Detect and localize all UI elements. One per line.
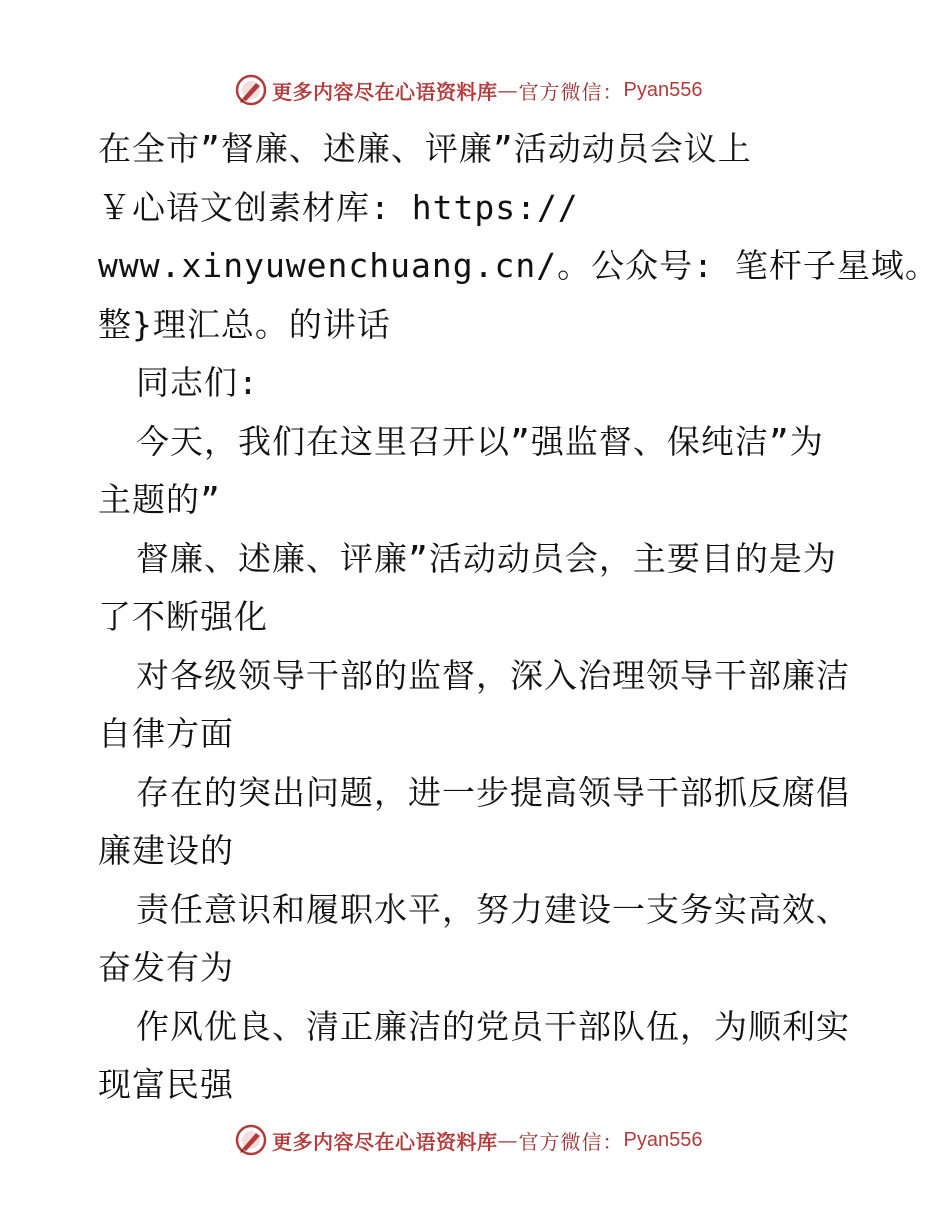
paragraph-line: 主题的” [98,480,221,519]
header-banner [234,72,702,108]
title-line-4: 整}理汇总。的讲话 [98,304,391,344]
paragraph-line: 廉建设的 [98,831,234,870]
paragraph-line: 了不断强化 [98,597,268,636]
paragraph-line: 对各级领导干部的监督，深入治理领导干部廉洁 [136,655,850,695]
footer-banner [234,1122,702,1158]
paragraph-line: 奋发有为 [98,948,234,987]
title-line-1: 在全市”督廉、述廉、评廉”活动动员会议上 [98,129,752,168]
paragraph-line: 存在的突出问题，进一步提高领导干部抓反腐倡 [136,772,850,812]
title-line-3: www.xinyuwenchuang.cn/。公众号: 笔杆子星域。 [98,246,939,285]
paragraph-line: 今天，我们在这里召开以”强监督、保纯洁”为 [136,421,824,461]
paragraph-line: 作风优良、清正廉洁的党员干部队伍，为顺利实 [136,1006,850,1046]
paragraph-line: 自律方面 [98,714,234,753]
banner-wechat-id: Pyan556 [623,78,703,101]
banner-dash: — [497,1128,519,1152]
banner-title: 更多内容尽在心语资料库 [272,79,498,104]
title-line-2: ￥心语文创素材库: https:// [98,187,579,227]
pen-logo-icon [234,1123,268,1157]
pen-logo-icon [234,73,268,107]
paragraph-line: 现富民强 [98,1065,234,1104]
banner-wechat-label: 官方微信： [518,1129,624,1154]
banner-wechat-label: 官方微信： [518,79,624,104]
paragraph-line: 督廉、述廉、评廉”活动动员会，主要目的是为 [136,538,837,578]
banner-dash: — [497,78,519,102]
paragraph-line: 责任意识和履职水平，努力建设一支务实高效、 [136,889,850,929]
banner-title: 更多内容尽在心语资料库 [272,1129,498,1154]
salutation: 同志们: [136,363,259,402]
banner-wechat-id: Pyan556 [623,1128,703,1151]
document-body [98,120,939,1115]
